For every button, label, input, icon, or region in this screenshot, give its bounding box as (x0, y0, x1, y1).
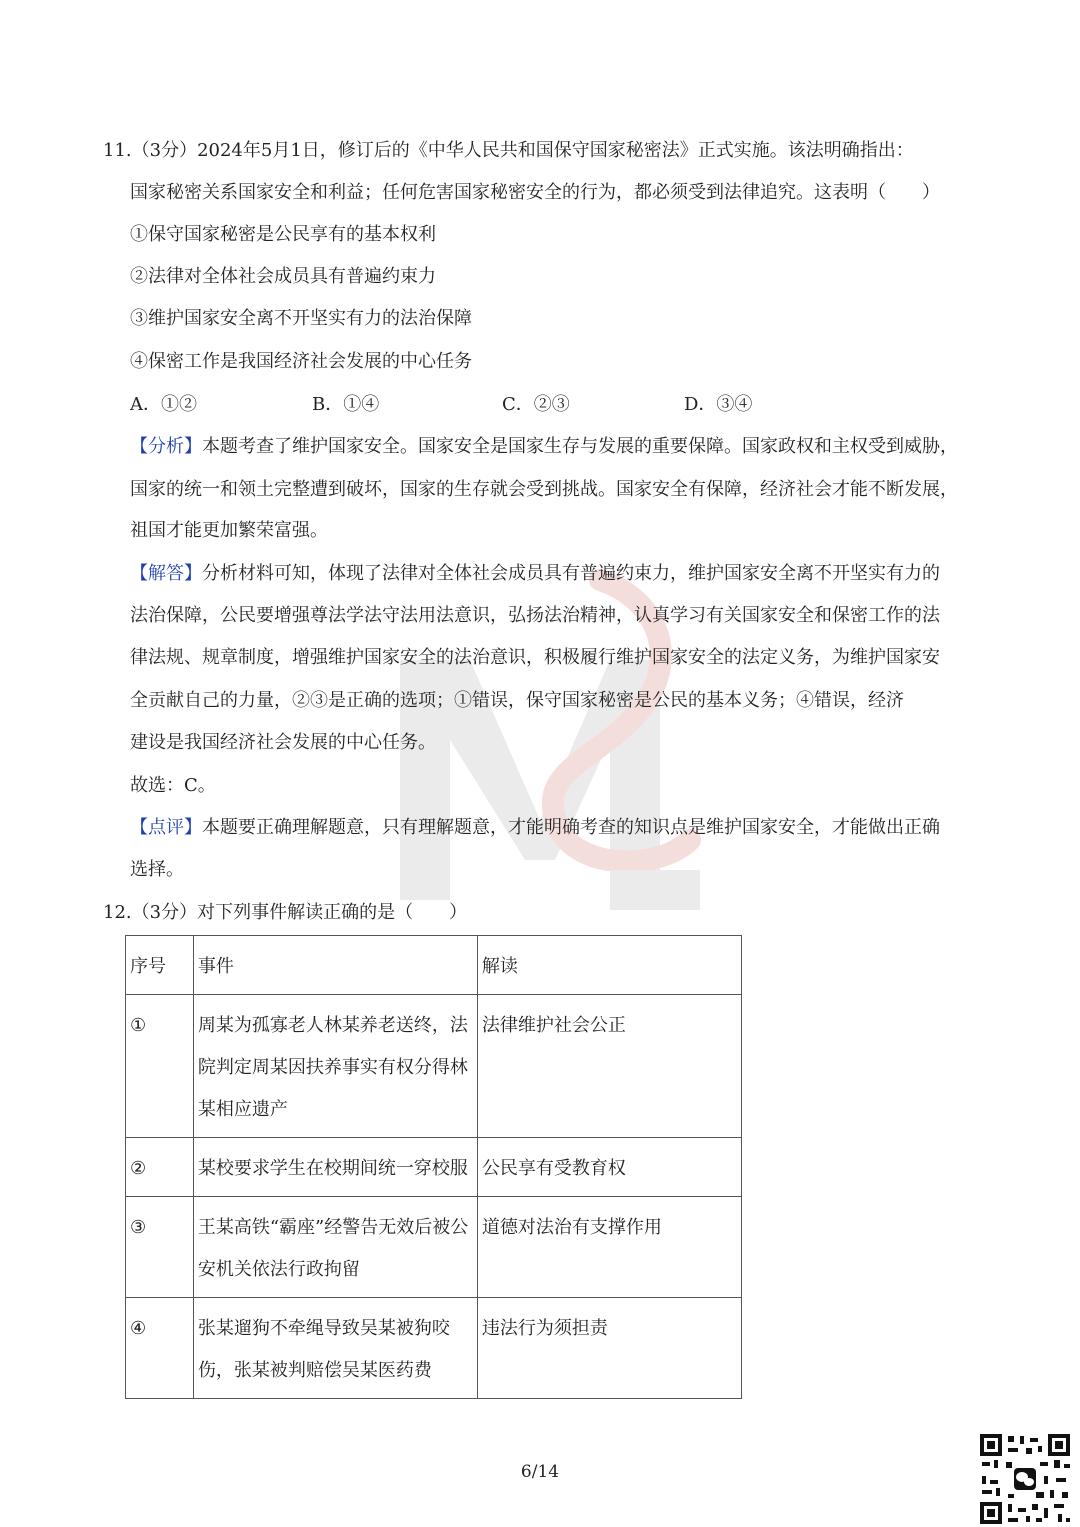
comment-line (130, 815, 940, 841)
q11-stem-line1: 11.（3分）2024年5月1日，修订后的《中华人民共和国保守国家秘密法》正式实施。该法明确指出： (103, 140, 914, 161)
page-number: 6/14 (520, 1462, 560, 1482)
final-choice: 故选：C。 (130, 775, 216, 796)
events-table (125, 935, 742, 1399)
answer-line: 律法规、规章制度，增强维护国家安全的法治意识，积极履行维护国家安全的法定义务，为维护国家安 (130, 647, 940, 668)
row-event: 王某高铁“霸座”经警告无效后被公安机关依法行政拘留 (193, 1197, 477, 1298)
analysis-text: 本题考查了维护国家安全。国家安全是国家生存与发展的重要保障。国家政权和主权受到威胁， (202, 436, 958, 457)
answer-line: 法治保障，公民要增强尊法学法守法用法意识，弘扬法治精神，认真学习有关国家安全和保密工作的法 (130, 605, 940, 626)
row-meaning: 道德对法治有支撑作用 (477, 1197, 741, 1298)
table-header-row (126, 936, 742, 995)
header-event: 事件 (193, 936, 477, 995)
row-meaning: 公民享有受教育权 (477, 1138, 741, 1197)
table-row (126, 995, 742, 1138)
q11-option-d: D．③④ (684, 394, 753, 415)
row-event: 周某为孤寡老人林某养老送终，法院判定周某因扶养事实有权分得林某相应遗产 (193, 995, 477, 1138)
comment-tag: 【点评】 (130, 817, 202, 838)
comment-text: 本题要正确理解题意，只有理解题意，才能明确考查的知识点是维护国家安全，才能做出正确 (202, 817, 940, 838)
answer-line: 全贡献自己的力量，②③是正确的选项；①错误，保守国家秘密是公民的基本义务；④错误，经济 (130, 690, 904, 711)
q11-option-a: A．①② (130, 394, 197, 415)
comment-line: 选择。 (130, 859, 184, 880)
table-row (126, 1138, 742, 1197)
row-number: ③ (126, 1197, 194, 1298)
q11-item: ③维护国家安全离不开坚实有力的法治保障 (130, 308, 472, 329)
q11-item: ①保守国家秘密是公民享有的基本权利 (130, 224, 436, 245)
row-number: ② (126, 1138, 194, 1197)
header-meaning: 解读 (477, 936, 741, 995)
header-number: 序号 (126, 936, 194, 995)
row-meaning: 违法行为须担责 (477, 1298, 741, 1399)
row-meaning: 法律维护社会公正 (477, 995, 741, 1138)
answer-line: 建设是我国经济社会发展的中心任务。 (130, 732, 436, 753)
row-number: ④ (126, 1298, 194, 1399)
answer-tag: 【解答】 (130, 563, 202, 584)
q11-option-c: C．②③ (502, 394, 570, 415)
q11-option-b: B．①④ (312, 394, 380, 415)
row-number: ① (126, 995, 194, 1138)
row-event: 某校要求学生在校期间统一穿校服 (193, 1138, 477, 1197)
answer-line (130, 561, 940, 587)
row-event: 张某遛狗不牵绳导致吴某被狗咬伤，张某被判赔偿吴某医药费 (193, 1298, 477, 1399)
analysis-line: 国家的统一和领土完整遭到破坏，国家的生存就会受到挑战。国家安全有保障，经济社会才能不断发展， (130, 479, 958, 500)
q11-item: ②法律对全体社会成员具有普遍约束力 (130, 266, 436, 287)
analysis-line: 祖国才能更加繁荣富强。 (130, 520, 328, 541)
analysis-line (130, 434, 958, 460)
table-row (126, 1298, 742, 1399)
q12-stem: 12.（3分）对下列事件解读正确的是（ ） (103, 902, 468, 923)
analysis-tag: 【分析】 (130, 436, 202, 457)
qr-code (978, 1432, 1072, 1526)
q11-item: ④保密工作是我国经济社会发展的中心任务 (130, 351, 472, 372)
q11-stem-line2: 国家秘密关系国家安全和利益；任何危害国家秘密安全的行为，都必须受到法律追究。这表明（ ） (130, 182, 940, 203)
table-row (126, 1197, 742, 1298)
answer-text: 分析材料可知，体现了法律对全体社会成员具有普遍约束力，维护国家安全离不开坚实有力的 (202, 563, 940, 584)
